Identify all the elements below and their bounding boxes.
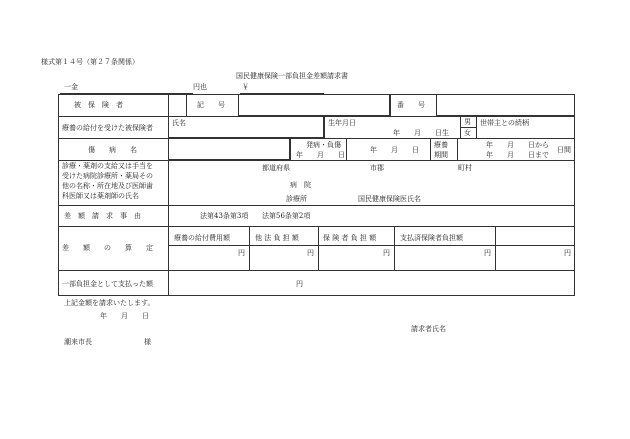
period-label-1: 療養 xyxy=(434,141,448,149)
insured-label: 被 保 険 者 xyxy=(74,101,123,109)
birth-date: 年 月 日生 xyxy=(393,129,449,137)
name-field[interactable] xyxy=(168,116,324,138)
mayor-label: 潮来市長 xyxy=(64,338,92,346)
symbol-label: 記 号 xyxy=(197,101,225,109)
law-43-option[interactable]: 法第43条第3項 xyxy=(200,212,249,220)
hospital-label: 病 院 xyxy=(290,181,311,189)
law-56-option[interactable]: 法第56条第2項 xyxy=(262,212,311,220)
onset-date-field[interactable]: 年 月 日 xyxy=(370,146,419,154)
facility-label-4: 科医師又は薬剤師の氏名 xyxy=(62,192,139,200)
col-header-insurer-share: 保 険 者 負 担 額 xyxy=(323,234,377,242)
clinic-label: 診療所 xyxy=(286,195,307,203)
doctor-label: 国民健康保険医氏名 xyxy=(358,195,421,203)
yen-unit: 円 xyxy=(238,249,245,257)
recipient-label: 療養の給付を受けた被保険者 xyxy=(62,124,153,132)
partial-payment-yen: 円 xyxy=(296,280,303,288)
yen-mark: ￥ xyxy=(242,83,249,91)
col-header-medical-cost: 療養の給付費用額 xyxy=(174,234,230,242)
facility-label-2: 受けた病院診療所・薬局その xyxy=(62,172,153,180)
town-label: 町村 xyxy=(458,164,472,172)
days-label: 日間 xyxy=(557,146,571,154)
yen-unit: 円 xyxy=(307,249,314,257)
yen-unit: 円 xyxy=(383,249,390,257)
amount-prefix: 一金 xyxy=(64,83,78,91)
form-number: 様式第１４号（第２７条関係） xyxy=(41,58,139,66)
request-date: 年 月 日 xyxy=(100,312,149,320)
sex-female[interactable]: 女 xyxy=(464,129,471,137)
onset-label: 発病・負傷 xyxy=(306,141,341,149)
facility-label-3: 他の名称・所在地及び医師歯 xyxy=(62,182,153,190)
sex-male[interactable]: 男 xyxy=(464,118,471,126)
number-field[interactable] xyxy=(436,94,575,116)
partial-payment-field[interactable] xyxy=(168,270,575,296)
period-to[interactable]: 年 月 日まで xyxy=(486,151,549,159)
relation-label: 世帯主との続柄 xyxy=(480,119,529,127)
disease-field[interactable] xyxy=(168,138,290,160)
onset-date: 年 月 日 xyxy=(296,151,345,159)
facility-label-1: 診療・薬剤の支給又は手当を xyxy=(62,162,153,170)
prefecture-label: 都道府県 xyxy=(262,164,290,172)
number-label: 番 号 xyxy=(397,101,425,109)
partial-payment-label: 一部負担金として支払った額 xyxy=(62,280,153,288)
name-label: 氏名 xyxy=(172,119,186,127)
period-label-2: 期間 xyxy=(434,151,448,159)
amount-suffix: 円也 xyxy=(193,83,207,91)
calc-label: 差 額 の 算 定 xyxy=(62,244,153,252)
col-header-paid-insurer-share: 支払済保険者負担額 xyxy=(400,234,463,242)
honorific: 様 xyxy=(144,338,151,346)
city-label: 市郡 xyxy=(370,164,384,172)
col-header-other-law: 他 法 負 担 額 xyxy=(255,234,299,242)
birth-label: 生年月日 xyxy=(328,119,356,127)
symbol-field[interactable] xyxy=(238,94,390,116)
request-statement: 上記金額を請求いたします。 xyxy=(64,299,155,307)
requester-name-label: 請求者氏名 xyxy=(411,325,446,333)
yen-unit: 円 xyxy=(564,249,571,257)
period-from[interactable]: 年 月 日から xyxy=(486,141,549,149)
form-title: 国民健康保険一部負担金差額請求書 xyxy=(236,72,348,80)
reason-label: 差 額 請 求 事 由 xyxy=(64,212,141,220)
disease-label: 傷 病 名 xyxy=(88,146,137,154)
yen-unit: 円 xyxy=(484,249,491,257)
